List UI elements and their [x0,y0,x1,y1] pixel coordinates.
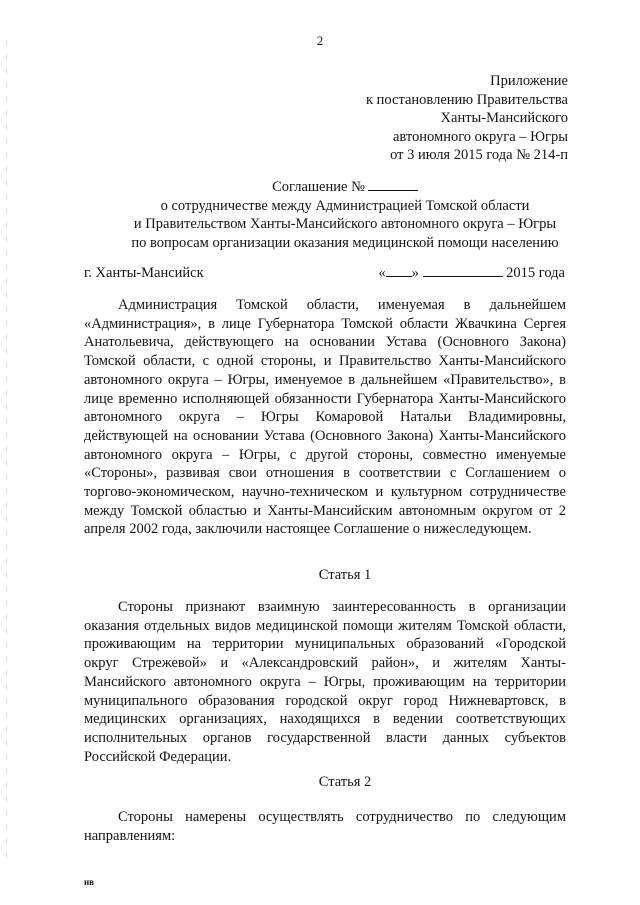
date-open-quote: « [378,265,386,281]
footer-mark: нв [84,877,95,887]
date-close-quote: » [411,265,419,281]
agreement-subtitle-line: по вопросам организации оказания медицинской помощи населению [131,234,559,251]
day-blank [386,265,412,277]
agreement-subtitle-line: о сотрудничестве между Администрацией Томской области [160,197,530,214]
preamble-paragraph: Администрация Томской области, именуемая в дальнейшем «Администрация», в лице Губернатора Томской области Жвачкина Сергея Анатольевича, действующего на основании Устава (Основного Закона) Томской области, с одной стороны, и Правительство Ханты-Мансийского автономного округа – Югры, именуемое в дальнейшем «Правительство», в лице временно исполняющей обязанности Губернатора Ханты-Мансийского автономного округа – Югры Комаровой Натальи Владимировны, действующей на основании Устава (Основного Закона) Ханты-Мансийского автономного округа – Югры, с другой стороны, совместно именуемые «Стороны», развивая свои отношения в соответствии с Соглашением о торгово-экономическом, научно-техническом и культурном сотрудничестве между Томской областью и Ханты-Мансийским автономным округом от 2 апреля 2002 года, заключили настоящее Соглашение о нижеследующем. [84,297,566,538]
appendix-line: Ханты-Мансийского [440,110,568,127]
agreement-header [60,178,630,252]
agreement-subtitle-line: и Правительством Ханты-Мансийского автономного округа – Югры [133,216,557,233]
agreement-number-blank [368,179,418,191]
article-2-title: Статья 2 [318,774,372,790]
place: г. Ханты-Мансийск [84,265,204,281]
appendix-line: к постановлению Правительства [366,91,568,108]
page-number: 2 [316,33,324,48]
article-1-title: Статья 1 [318,567,372,583]
date [378,264,565,282]
appendix-line: от 3 июля 2015 года № 214-п [390,147,568,164]
appendix-line: Приложение [490,73,568,89]
agreement-title: Соглашение № [272,179,365,195]
year: 2015 года [506,265,565,281]
article-1-paragraph: Стороны признают взаимную заинтересованность в организации оказания отдельных видов медицинской помощи жителям Томской области, проживающим на территории муниципальных образований «Городской округ Стрежевой» и «Александровский район», и жителям Ханты-Мансийского автономного округа – Югры, проживающим на территории муниципального образования городской округ город Нижневартовск, в медицинских организациях, находящихся в ведении соответствующих исполнительных органов государственной власти данных субъектов Российской Федерации. [84,599,566,765]
scan-edge-artifact [6,40,7,860]
article-2-paragraph: Стороны намерены осуществлять сотрудничество по следующим направлениям: [84,809,566,844]
appendix-block [308,72,568,165]
month-blank [423,265,503,277]
appendix-line: автономного округа – Югры [392,128,568,145]
